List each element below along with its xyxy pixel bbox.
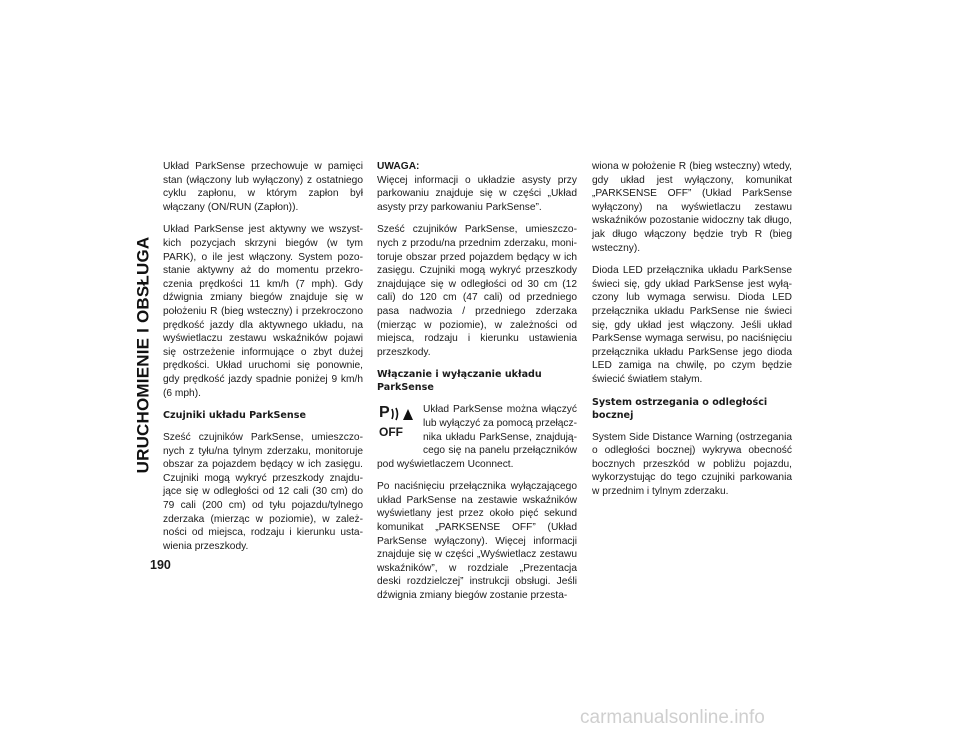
note-title: UWAGA:	[377, 161, 420, 172]
paragraph: Układ ParkSense jest aktywny we wszyst-kich pozycjach skrzyni biegów (w tym PARK), o ile jest włączony. System pozo-stanie aktywny aż do momentu przekro-czenia prędkości 11 km/h (7 mph). Gdy dźwignia zmiany biegów znajduje się w położeniu R (bieg wsteczny) i przekroczono prędkość jazdy dla aktywnego układu, na wyświetlaczu zestawu wskaźników pojawi się ostrzeżenie informujące o zbyt dużej prędkości. Układ uruchomi się ponownie, gdy prędkość jazdy spadnie poniżej 9 km/h (6 mph).	[163, 224, 363, 399]
switch-description	[377, 403, 577, 480]
note	[377, 160, 577, 214]
paragraph: Układ ParkSense można włączyć lub wyłączyć za pomocą przełącz-nika układu ParkSense, znajdują-cego się na panelu przełączników pod wyświetlaczem Uconnect.	[377, 404, 577, 470]
paragraph: Sześć czujników ParkSense, umieszczo-nych z tyłu/na tylnym zderzaku, monitoruje obszar za pojazdem będący w ich zasięgu. Czujniki mogą wykryć przeszkody znajdu-jące się w odległości od 12 cali (30 cm) do 79 cali (200 cm) od tyłu pojazdu/tylnego zderzaka (mierząc w poziomie), w zależ-ności od miejsca, rodzaju i kierunku usta-wienia przeszkody.	[163, 432, 363, 552]
page-number: 190	[150, 558, 171, 572]
note-text: Więcej informacji o układzie asysty przy parkowaniu znajduje się w części „Układ asysty przy parkowaniu ParkSense”.	[377, 174, 577, 213]
column-middle	[377, 160, 577, 612]
section-heading: System ostrzegania o odległości bocznej	[592, 396, 768, 421]
section-heading: Czujniki układu ParkSense	[163, 410, 306, 422]
icon-letter: P	[379, 404, 390, 422]
icon-off-label: OFF	[379, 425, 403, 440]
column-right	[592, 160, 792, 507]
chapter-title: URUCHOMIENIE I OBSŁUGA	[133, 236, 152, 474]
section-heading: Włączanie i wyłączanie układu ParkSense	[377, 369, 542, 394]
parksense-off-icon	[377, 405, 415, 445]
watermark: carmanualsonline.info	[580, 707, 765, 728]
paragraph: wiona w położenie R (bieg wsteczny) wtedy, gdy układ jest wyłączony, komunikat „PARKSENSE OFF” (Układ ParkSense wyłączony) na wyświetlaczu zestawu wskaźników pozostanie widoczny tak długo, jak długo włączony będzie tryb R (bieg wsteczny).	[592, 161, 792, 254]
sensor-waves-icon	[389, 405, 413, 423]
paragraph: System Side Distance Warning (ostrzegania o odległości bocznej) wykrywa obecność bocznych przeszkód w pobliżu pojazdu, wykorzystując do tego czujniki parkowania w przednim i tylnym zderzaku.	[592, 431, 792, 497]
chapter-side-tab	[130, 150, 156, 560]
paragraph: Po naciśnięciu przełącznika wyłączającego układ ParkSense na zestawie wskaźników wyświetlany jest przez około pięć sekund komunikat „PARKSENSE OFF” (Układ ParkSense wyłączony). Więcej informacji znajduje się w części „Wyświetlacz zestawu wskaźników”, w rozdziale „Prezentacja deski rozdzielczej” instrukcji obsługi. Jeśli dźwignia zmiany biegów zostanie przesta-	[377, 481, 577, 602]
paragraph: Układ ParkSense przechowuje w pamięci stan (włączony lub wyłączony) z ostatniego cyklu zapłonu, w którym zapłon był włączany (ON/RUN (Zapłon)).	[163, 161, 363, 213]
paragraph: Dioda LED przełącznika układu ParkSense świeci się, gdy układ ParkSense jest wyłą-czony lub wymaga serwisu. Dioda LED przełącznika układu ParkSense nie świeci się, gdy układ jest włączony. Jeśli układ ParkSense wymaga serwisu, po naciśnięciu przełącznika układu ParkSense jego dioda LED zamiga na chwilę, po czym będzie świecić światłem stałym.	[592, 265, 792, 385]
paragraph: Sześć czujników ParkSense, umieszczo-nych z przodu/na przednim zderzaku, moni-toruje obszar przed pojazdem będący w ich zasięgu. Czujniki mogą wykryć przeszkody znajdujące się w odległości od 30 cm (12 cali) do 120 cm (47 cali) od przedniego pasa nadwozia / przedniego zderzaka (mierząc w poziomie), w zależności od miejsca, rodzaju i kierunku ustawienia przeszkody.	[377, 224, 577, 358]
column-left	[163, 160, 363, 562]
